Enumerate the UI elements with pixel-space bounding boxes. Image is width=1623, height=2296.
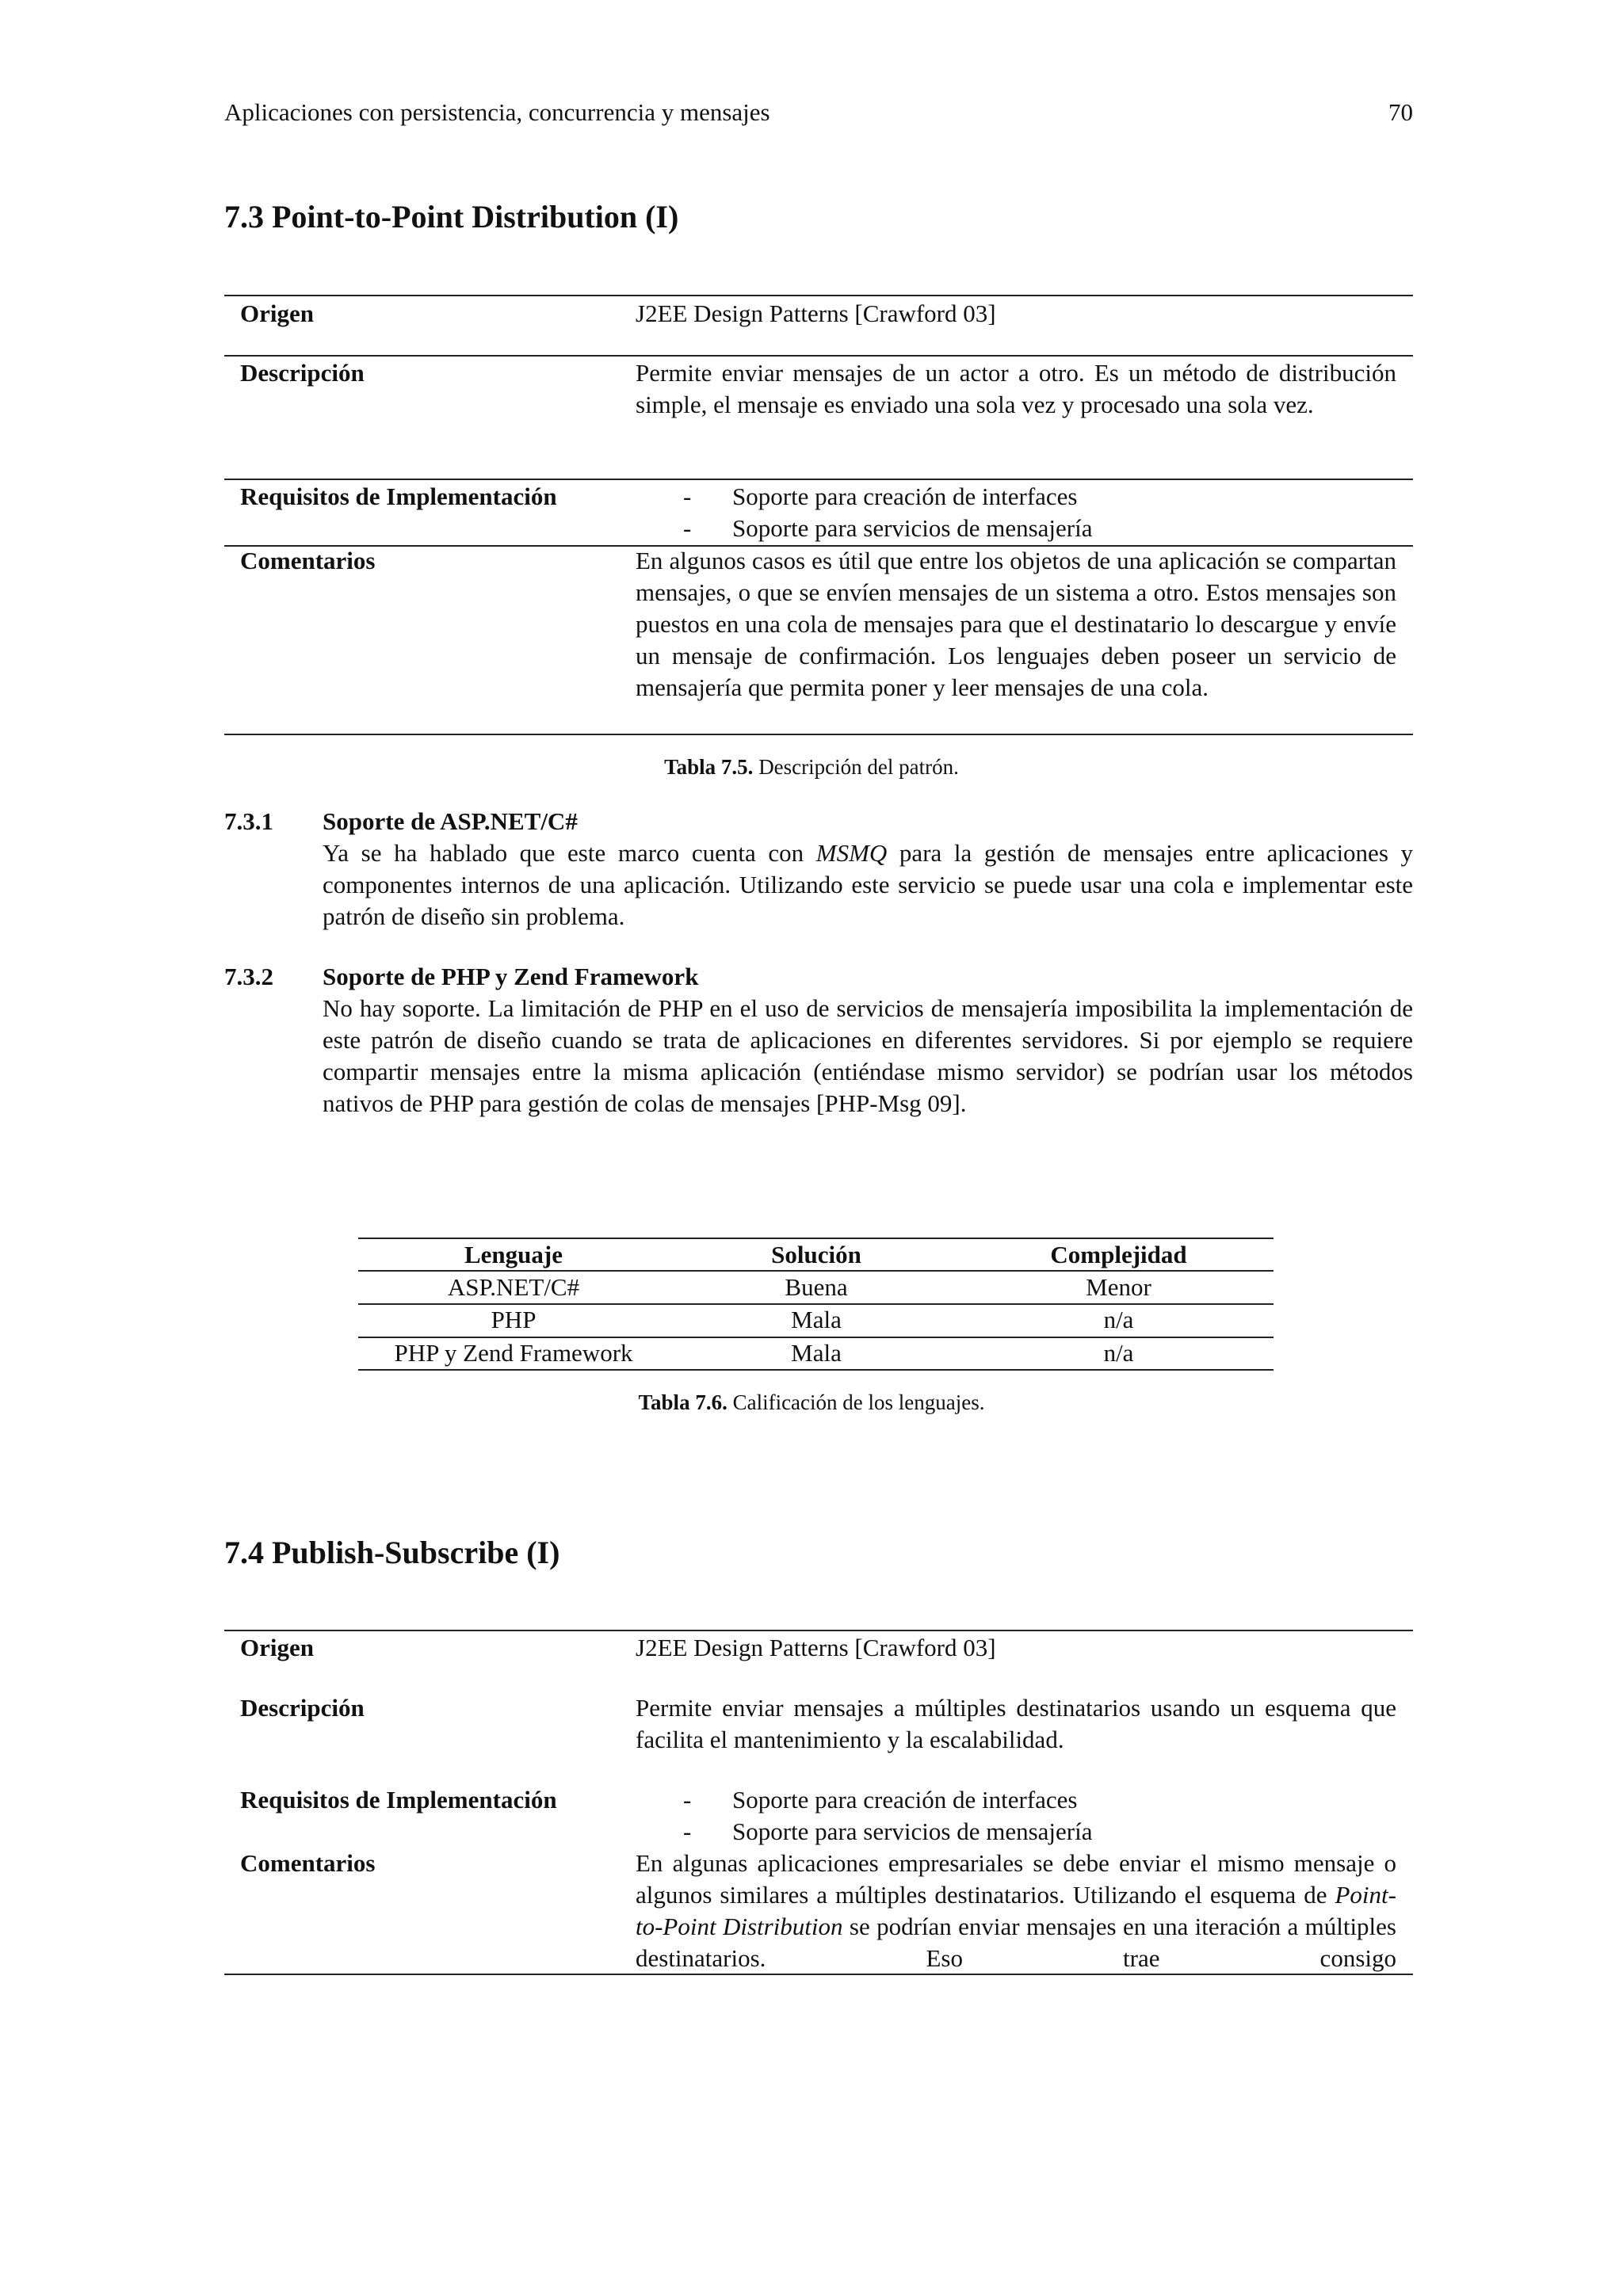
subsection-paragraph: Ya se ha hablado que este marco cuenta con MSMQ para la gestión de mensajes entre aplicaciones y componentes internos de una aplicación. Utilizando este servicio se puede usar una cola e implementar este patrón de diseño sin problema. [323,839,1413,930]
running-header-title: Aplicaciones con persistencia, concurrencia y mensajes [224,98,770,126]
table-cell: Menor [1086,1273,1151,1301]
list-dash: - [683,1817,692,1845]
descripcion-value: Permite enviar mensajes de un actor a otro. Es un método de distribución simple, el mensaje es enviado una sola vez y procesado una sola vez. [636,359,1396,418]
requisito-text: Soporte para creación de interfaces [732,482,1078,510]
origen-label: Origen [240,1634,314,1661]
table-rule [224,734,1413,735]
comentarios-value: En algunos casos es útil que entre los objetos de una aplicación se compartan mensajes, o que se envíen mensajes de un sistema a otro. Estos mensajes son puestos en una cola de mensajes para que el destinatario lo descargue y envíe un mensaje de confirmación. Los lenguajes deben poseer un servicio de mensajería que permita poner y leer mensajes de una cola. [636,547,1396,701]
table-rule [224,1974,1413,1975]
requisito-text: Soporte para servicios de mensajería [732,514,1093,542]
table-cell: PHP [491,1306,537,1333]
descripcion-label: Descripción [240,359,365,387]
table-rule [224,1630,1413,1631]
caption-text: Descripción del patrón. [753,755,959,779]
point-to-point-term: Point-to-Point Distribution [636,1881,1396,1940]
table-cell: PHP y Zend Framework [394,1339,633,1367]
subsection-paragraph: No hay soporte. La limitación de PHP en el uso de servicios de mensajería imposibilita la implementación de este patrón de diseño cuando se trata de aplicaciones en diferentes servidores. Si por ejemplo se requiere compartir mensajes entre la misma aplicación (entiéndase mismo servidor) se podrían usar los métodos nativos de PHP para gestión de colas de mensajes [PHP-Msg 09]. [323,994,1413,1117]
descripcion-value: Permite enviar mensajes a múltiples destinatarios usando un esquema que facilita el mantenimiento y la escalabilidad. [636,1694,1396,1753]
msmq-term: MSMQ [815,839,888,867]
requisitos-label: Requisitos de Implementación [240,482,557,510]
table-cell: Buena [785,1273,848,1301]
origen-value: J2EE Design Patterns [Crawford 03] [636,299,996,327]
table-caption-7-5 [0,751,1623,783]
table-rule [224,479,1413,480]
comentarios-label: Comentarios [240,1849,376,1877]
table-cell: Mala [791,1339,842,1367]
column-header: Complejidad [1050,1241,1187,1268]
table-rule [358,1369,1274,1371]
comentarios-label: Comentarios [240,547,376,574]
origen-label: Origen [240,299,314,327]
table-cell: ASP.NET/C# [447,1273,580,1301]
subsection-number: 7.3.1 [224,807,273,835]
requisitos-label: Requisitos de Implementación [240,1786,557,1814]
subsection-title: Soporte de PHP y Zend Framework [323,963,699,990]
descripcion-label: Descripción [240,1694,365,1722]
list-dash: - [683,1786,692,1814]
subsection-number: 7.3.2 [224,963,273,990]
column-header: Solución [771,1241,861,1268]
caption-label: Tabla 7.6. [638,1390,727,1414]
subsection-title: Soporte de ASP.NET/C# [323,807,578,835]
comentarios-value: En algunas aplicaciones empresariales se debe enviar el mismo mensaje o algunos similares a múltiples destinatarios. Utilizando el esquema de Point-to-Point Distribution se podrían enviar mensajes en una iteración a múltiples destinatarios. Eso trae consigo [636,1849,1396,1972]
origen-value: J2EE Design Patterns [Crawford 03] [636,1634,996,1661]
requisito-text: Soporte para creación de interfaces [732,1786,1078,1814]
table-cell: n/a [1103,1306,1134,1333]
page-number: 70 [1388,98,1413,126]
section-heading-7-4: 7.4 Publish-Subscribe (I) [224,1535,560,1570]
table-caption-7-6 [0,1386,1623,1418]
caption-label: Tabla 7.5. [664,755,754,779]
list-dash: - [683,482,692,510]
caption-text: Calificación de los lenguajes. [727,1390,985,1414]
table-cell: Mala [791,1306,842,1333]
column-header: Lenguaje [464,1241,563,1268]
requisito-text: Soporte para servicios de mensajería [732,1817,1093,1845]
section-heading-7-3: 7.3 Point-to-Point Distribution (I) [224,199,679,235]
table-rule [224,295,1413,296]
table-rule [224,355,1413,357]
table-cell: n/a [1103,1339,1134,1367]
list-dash: - [683,514,692,542]
